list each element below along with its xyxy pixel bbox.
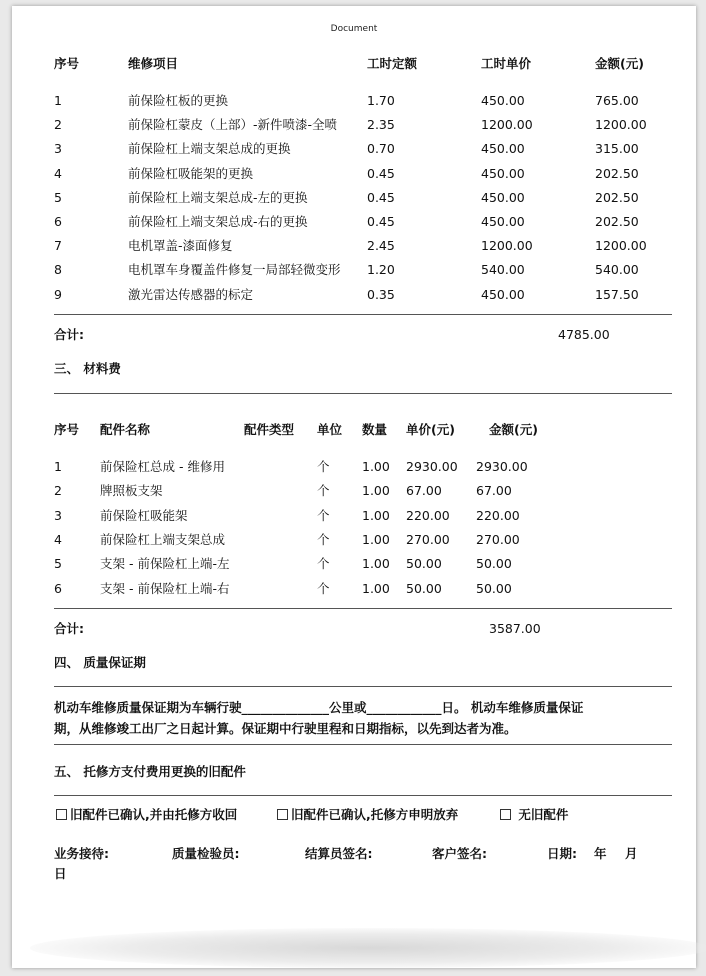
material-cell-qty: 1.00 <box>362 507 390 523</box>
option-returned[interactable] <box>56 807 237 823</box>
warranty-section-title: 四、 质量保证期 <box>54 655 146 670</box>
material-cell-amount: 220.00 <box>476 507 520 523</box>
materials-header-qty: 数量 <box>362 422 388 437</box>
material-cell-amount: 50.00 <box>476 580 512 596</box>
labor-cell-item: 前保险杠蒙皮（上部）-新件喷漆-全喷 <box>128 117 338 133</box>
divider <box>54 608 672 609</box>
divider <box>54 686 672 687</box>
material-cell-no: 2 <box>54 483 62 499</box>
labor-cell-hours: 2.45 <box>367 238 395 254</box>
material-cell-name: 牌照板支架 <box>100 483 163 499</box>
warranty-line-1: 机动车维修质量保证期为车辆行驶______________公里或____________日。 机动车维修质量保证 <box>54 700 584 715</box>
materials-section-title: 三、 材料费 <box>54 361 121 376</box>
warranty-line-2: 期，从维修竣工出厂之日起计算。保证期中行驶里程和日期指标，以先到达者为准。 <box>54 721 517 736</box>
labor-cell-item: 电机罩车身覆盖件修复一局部轻微变形 <box>128 262 341 278</box>
labor-cell-hours: 0.35 <box>367 286 395 302</box>
material-cell-price: 50.00 <box>406 580 442 596</box>
option-none-label: 无旧配件 <box>518 807 569 822</box>
materials-header-name: 配件名称 <box>100 422 151 437</box>
material-cell-qty: 1.00 <box>362 483 390 499</box>
materials-header-no: 序号 <box>54 422 80 437</box>
material-cell-no: 3 <box>54 507 62 523</box>
material-cell-price: 220.00 <box>406 507 450 523</box>
material-cell-qty: 1.00 <box>362 531 390 547</box>
divider <box>54 744 672 745</box>
checkbox-abandoned[interactable] <box>277 809 288 820</box>
labor-cell-amount: 202.50 <box>595 189 639 205</box>
signature-day: 日 <box>54 866 67 881</box>
labor-header-item: 维修项目 <box>128 56 179 71</box>
labor-cell-amount: 202.50 <box>595 214 639 229</box>
labor-cell-no: 3 <box>54 141 62 157</box>
labor-cell-rate: 1200.00 <box>481 238 533 254</box>
labor-cell-item: 前保险杠上端支架总成-右的更换 <box>128 214 308 229</box>
option-none[interactable] <box>500 807 568 823</box>
signature-inspector: 质量检验员: <box>172 846 240 861</box>
labor-cell-no: 7 <box>54 238 62 254</box>
labor-cell-rate: 1200.00 <box>481 117 533 133</box>
materials-total-label: 合计: <box>54 621 84 636</box>
material-cell-unit: 个 <box>317 531 330 547</box>
labor-cell-amount: 765.00 <box>595 93 639 108</box>
old-parts-section-title: 五、 托修方支付费用更换的旧配件 <box>54 764 246 779</box>
labor-cell-no: 4 <box>54 165 62 181</box>
labor-cell-amount: 1200.00 <box>595 117 647 133</box>
materials-header-unit: 单位 <box>317 422 343 437</box>
material-cell-name: 支架 - 前保险杠上端-左 <box>100 556 230 572</box>
labor-cell-no: 2 <box>54 117 62 133</box>
labor-cell-amount: 315.00 <box>595 141 639 157</box>
material-cell-price: 2930.00 <box>406 459 458 474</box>
material-cell-no: 6 <box>54 580 62 596</box>
labor-cell-hours: 2.35 <box>367 117 395 133</box>
labor-cell-rate: 450.00 <box>481 214 525 229</box>
labor-cell-rate: 450.00 <box>481 286 525 302</box>
signature-date: 日期: <box>547 846 577 861</box>
labor-total-label: 合计: <box>54 327 84 342</box>
material-cell-name: 前保险杠总成 - 维修用 <box>100 459 225 474</box>
labor-cell-amount: 157.50 <box>595 286 639 302</box>
material-cell-name: 前保险杠上端支架总成 <box>100 531 226 547</box>
labor-cell-hours: 0.70 <box>367 141 395 157</box>
materials-header-type: 配件类型 <box>244 422 295 437</box>
divider <box>54 314 672 315</box>
material-cell-no: 1 <box>54 459 62 474</box>
option-returned-label: 旧配件已确认,并由托修方收回 <box>70 807 238 822</box>
divider <box>54 795 672 796</box>
materials-total-value: 3587.00 <box>489 621 541 636</box>
labor-header-rate: 工时单价 <box>481 56 532 71</box>
labor-cell-hours: 0.45 <box>367 165 395 181</box>
option-abandoned-label: 旧配件已确认,托修方申明放弃 <box>291 807 459 822</box>
material-cell-name: 支架 - 前保险杠上端-右 <box>100 580 230 596</box>
labor-cell-item: 前保险杠板的更换 <box>128 93 229 108</box>
material-cell-price: 67.00 <box>406 483 442 499</box>
option-abandoned[interactable] <box>277 807 458 823</box>
labor-cell-rate: 450.00 <box>481 189 525 205</box>
signature-year: 年 <box>594 846 607 861</box>
warranty-text <box>54 697 654 739</box>
labor-header-hours: 工时定额 <box>367 56 418 71</box>
material-cell-amount: 270.00 <box>476 531 520 547</box>
material-cell-name: 前保险杠吸能架 <box>100 507 188 523</box>
labor-cell-hours: 0.45 <box>367 189 395 205</box>
material-cell-unit: 个 <box>317 556 330 572</box>
material-cell-amount: 50.00 <box>476 556 512 572</box>
labor-total-value: 4785.00 <box>558 327 610 342</box>
labor-cell-hours: 1.20 <box>367 262 395 278</box>
divider <box>54 393 672 394</box>
material-cell-unit: 个 <box>317 507 330 523</box>
labor-cell-rate: 540.00 <box>481 262 525 278</box>
labor-cell-item: 电机罩盖-漆面修复 <box>128 238 233 254</box>
material-cell-unit: 个 <box>317 459 330 474</box>
labor-cell-hours: 0.45 <box>367 214 395 229</box>
labor-cell-no: 5 <box>54 189 62 205</box>
materials-header-amount: 金额(元) <box>489 422 538 437</box>
labor-cell-amount: 1200.00 <box>595 238 647 254</box>
labor-cell-hours: 1.70 <box>367 93 395 108</box>
labor-cell-no: 6 <box>54 214 62 229</box>
material-cell-unit: 个 <box>317 483 330 499</box>
checkbox-none[interactable] <box>500 809 511 820</box>
blurred-region-bottom <box>30 928 706 968</box>
labor-cell-item: 前保险杠吸能架的更换 <box>128 165 254 181</box>
material-cell-qty: 1.00 <box>362 556 390 572</box>
document-title: Document <box>330 24 378 34</box>
signature-month: 月 <box>625 846 638 861</box>
labor-cell-amount: 540.00 <box>595 262 639 278</box>
signature-settlement: 结算员签名: <box>305 846 373 861</box>
labor-cell-rate: 450.00 <box>481 165 525 181</box>
material-cell-amount: 67.00 <box>476 483 512 499</box>
material-cell-unit: 个 <box>317 580 330 596</box>
labor-cell-rate: 450.00 <box>481 141 525 157</box>
material-cell-price: 270.00 <box>406 531 450 547</box>
labor-cell-item: 激光雷达传感器的标定 <box>128 286 254 302</box>
material-cell-no: 5 <box>54 556 62 572</box>
document-page <box>12 6 696 968</box>
checkbox-returned[interactable] <box>56 809 67 820</box>
material-cell-qty: 1.00 <box>362 580 390 596</box>
labor-cell-item: 前保险杠上端支架总成-左的更换 <box>128 189 308 205</box>
labor-cell-item: 前保险杠上端支架总成的更换 <box>128 141 291 157</box>
labor-header-no: 序号 <box>54 56 80 71</box>
material-cell-no: 4 <box>54 531 62 547</box>
labor-cell-no: 8 <box>54 262 62 278</box>
material-cell-amount: 2930.00 <box>476 459 528 474</box>
material-cell-qty: 1.00 <box>362 459 390 474</box>
material-cell-price: 50.00 <box>406 556 442 572</box>
labor-cell-no: 1 <box>54 93 62 108</box>
labor-cell-no: 9 <box>54 286 62 302</box>
labor-header-amount: 金额(元) <box>595 56 644 71</box>
materials-header-price: 单价(元) <box>406 422 455 437</box>
labor-cell-amount: 202.50 <box>595 165 639 181</box>
signature-customer: 客户签名: <box>432 846 487 861</box>
signature-reception: 业务接待: <box>54 846 109 861</box>
labor-cell-rate: 450.00 <box>481 93 525 108</box>
